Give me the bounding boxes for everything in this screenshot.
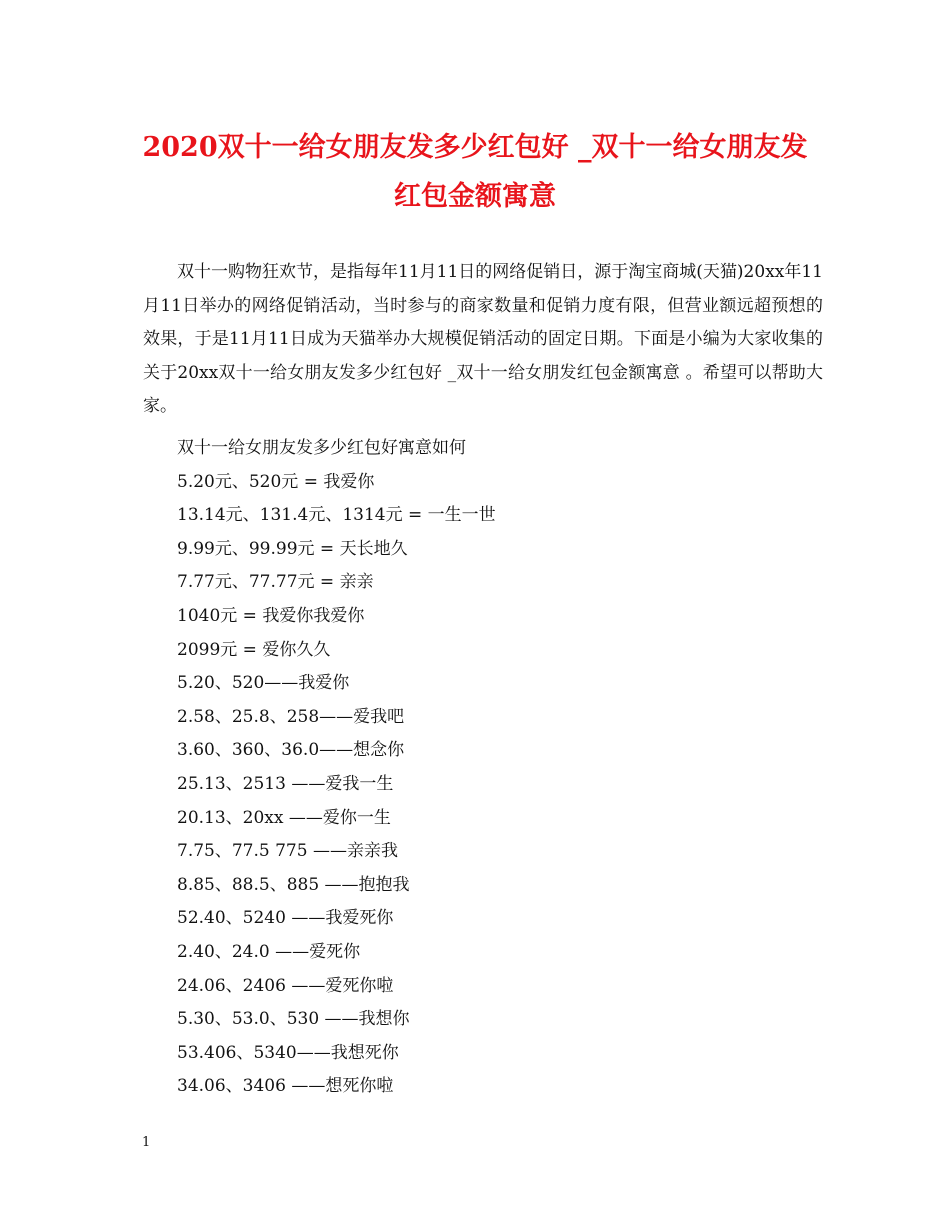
title-line-2: 红包金额寓意 (394, 181, 556, 212)
title-line-1: 2020双十一给女朋友发多少红包好 _双十一给女朋友发 (142, 132, 808, 163)
list-item: 7.75、77.5 775 ——亲亲我 (177, 841, 398, 862)
list-item: 8.85、88.5、885 ——抱抱我 (177, 874, 410, 895)
list-item: 25.13、2513 ——爱我一生 (177, 773, 394, 794)
list-item: 52.40、5240 ——我爱死你 (177, 908, 394, 929)
list-item: 2.58、25.8、258——爱我吧 (177, 706, 405, 727)
list-item: 20.13、20xx ——爱你一生 (177, 807, 391, 828)
list-item: 5.20、520——我爱你 (177, 673, 350, 694)
list-item: 双十一给女朋友发多少红包好寓意如何 (177, 438, 466, 458)
list-item: 9.99元、99.99元 = 天长地久 (177, 538, 408, 559)
list-item: 5.20元、520元 = 我爱你 (177, 471, 375, 492)
list-item: 2.40、24.0 ——爱死你 (177, 941, 361, 962)
list-item: 3.60、360、36.0——想念你 (177, 740, 405, 761)
amount-meaning-list (177, 432, 496, 1104)
list-item: 34.06、3406 ——想死你啦 (177, 1076, 394, 1097)
list-item: 24.06、2406 ——爱死你啦 (177, 975, 394, 996)
list-item: 1040元 = 我爱你我爱你 (177, 605, 365, 626)
list-item: 5.30、53.0、530 ——我想你 (177, 1009, 410, 1030)
list-item: 2099元 = 爱你久久 (177, 639, 331, 660)
page-number: 1 (142, 1135, 151, 1150)
intro-paragraph: 双十一购物狂欢节，是指每年11月11日的网络促销日，源于淘宝商城(天猫)20xx年11月11日举办的网络促销活动，当时参与的商家数量和促销力度有限，但营业额远超预想的效果，于是11月11日成为天猫举办大规模促销活动的固定日期。下面是小编为大家收集的关于20xx双十一给女朋友发多少红包好 _双十一给女朋发红包金额寓意 。希望可以帮助大家。 (143, 262, 823, 416)
list-item: 7.77元、77.77元 = 亲亲 (177, 572, 374, 593)
list-item: 53.406、5340——我想死你 (177, 1042, 399, 1063)
list-item: 13.14元、131.4元、1314元 = 一生一世 (177, 505, 496, 526)
